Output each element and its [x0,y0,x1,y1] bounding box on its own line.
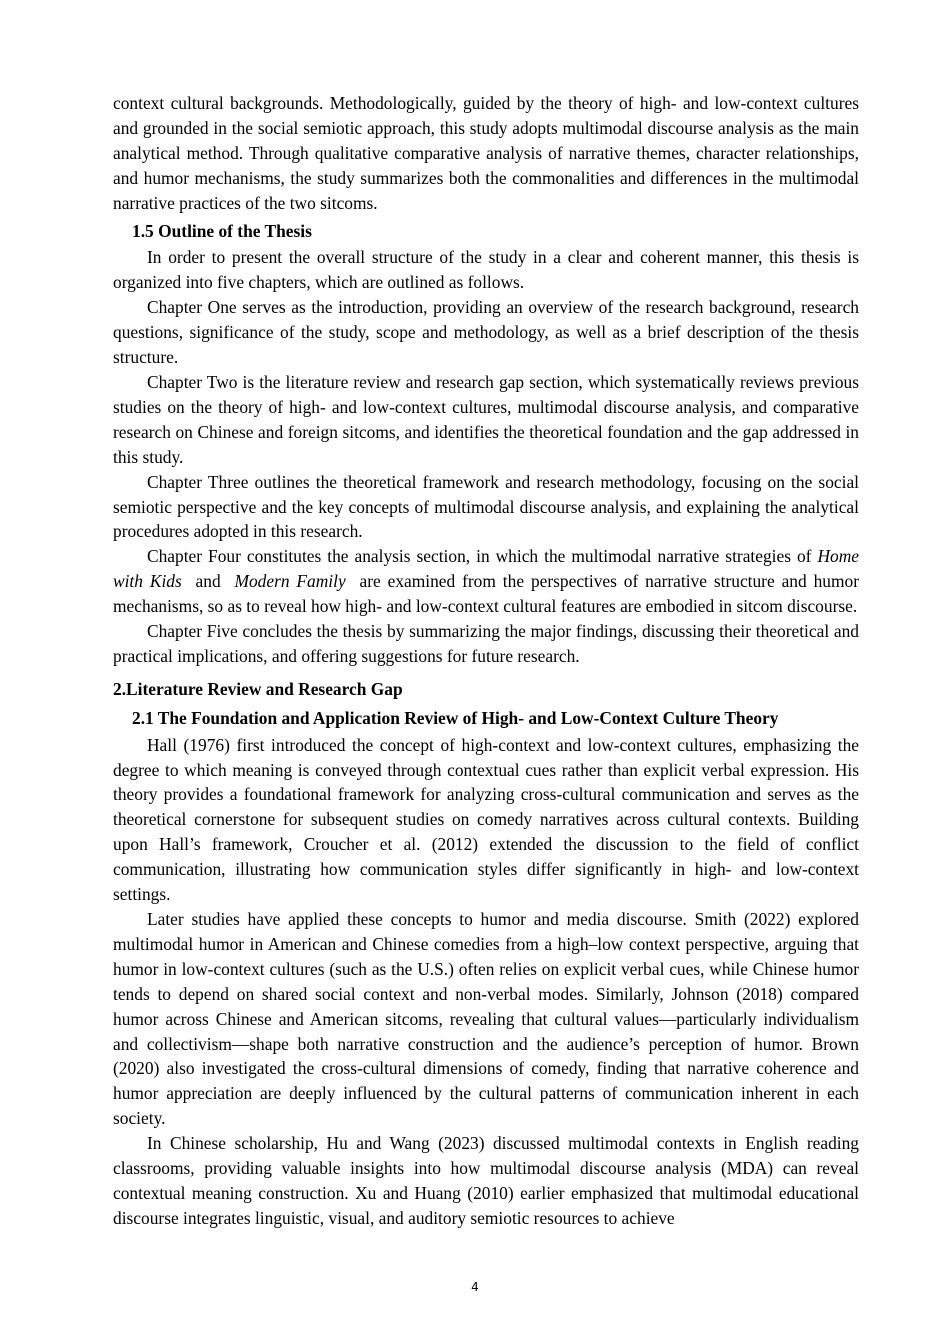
paragraph-chinese-scholarship: In Chinese scholarship, Hu and Wang (2023) discussed multimodal contexts in English reading classrooms, providing valuable insights into how multimodal discourse analysis (MDA) can reveal contextual meaning construction. Xu and Huang (2010) earlier emphasized that multimodal educational discourse integrates linguistic, visual, and auditory semiotic resources to achieve [113,1133,859,1228]
document-page [113,91,859,1231]
chapter-four-text-mid: and [188,571,228,592]
section-heading-1-5: 1.5 Outline of the Thesis [132,220,312,241]
paragraph-hall-1976: Hall (1976) first introduced the concept of high-context and low-context cultures, emphasizing the degree to which meaning is conveyed through contextual cues rather than explicit verbal expression. His theory provides a foundational framework for analyzing cross-cultural communication and serves as the theoretical cornerstone for subsequent studies on comedy narratives across cultural contexts. Building upon Hall’s framework, Croucher et al. (2012) extended the discussion to the field of conflict communication, illustrating how communication styles differ significantly in high- and low-context settings. [113,734,859,905]
section-heading-2-1: 2.1 The Foundation and Application Review of High- and Low-Context Culture Theory [132,707,779,728]
paragraph-chapter-one: Chapter One serves as the introduction, providing an overview of the research background, research questions, significance of the study, scope and methodology, as well as a brief description of the thesis structure. [113,297,859,368]
paragraph-humor-media-studies: Later studies have applied these concepts to humor and media discourse. Smith (2022) explored multimodal humor in American and Chinese comedies from a high–low context perspective, arguing that humor in low-context cultures (such as the U.S.) often relies on explicit verbal cues, while Chinese humor tends to depend on shared social context and non-verbal modes. Similarly, Johnson (2018) compared humor across Chinese and American sitcoms, revealing that cultural values—particularly individualism and collectivism—shape both narrative construction and the audience’s perception of humor. Brown (2020) also investigated the cross-cultural dimensions of comedy, finding that narrative coherence and humor appreciation are deeply influenced by the cultural patterns of communication inherent in each society. [113,909,859,1129]
chapter-four-text-before: Chapter Four constitutes the analysis section, in which the multimodal narrative strategies of [147,546,818,567]
sitcom-title-home-with-kids: Home with Kids [113,546,859,592]
sitcom-title-modern-family: Modern Family [234,571,346,592]
paragraph-chapter-five: Chapter Five concludes the thesis by summarizing the major findings, discussing their theoretical and practical implications, and offering suggestions for future research. [113,621,859,666]
paragraph-chapter-three: Chapter Three outlines the theoretical framework and research methodology, focusing on the social semiotic perspective and the key concepts of multimodal discourse analysis, and explaining the analytical procedures adopted in this research. [113,471,859,542]
paragraph-chapter-four [113,544,859,619]
paragraph-chapter-two: Chapter Two is the literature review and research gap section, which systematically reviews previous studies on the theory of high- and low-context cultures, multimodal discourse analysis, and comparative research on Chinese and foreign sitcoms, and identifies the theoretical foundation and the gap addressed in this study. [113,371,859,467]
paragraph-outline-intro: In order to present the overall structure of the study in a clear and coherent manner, this thesis is organized into five chapters, which are outlined as follows. [113,247,859,293]
paragraph-methodology-continued: context cultural backgrounds. Methodologically, guided by the theory of high- and low-context cultures and grounded in the social semiotic approach, this study adopts multimodal discourse analysis as the main analytical method. Through qualitative comparative analysis of narrative themes, character relationships, and humor mechanisms, the study summarizes both the commonalities and differences in the multimodal narrative practices of the two sitcoms. [113,93,859,213]
chapter-four-text-after: are examined from the perspectives of narrative structure and humor mechanisms, so as to reveal how high- and low-context cultural features are embodied in sitcom discourse. [113,571,859,617]
chapter-heading-2: 2.Literature Review and Research Gap [113,678,403,699]
page-number: 4 [471,1280,479,1294]
